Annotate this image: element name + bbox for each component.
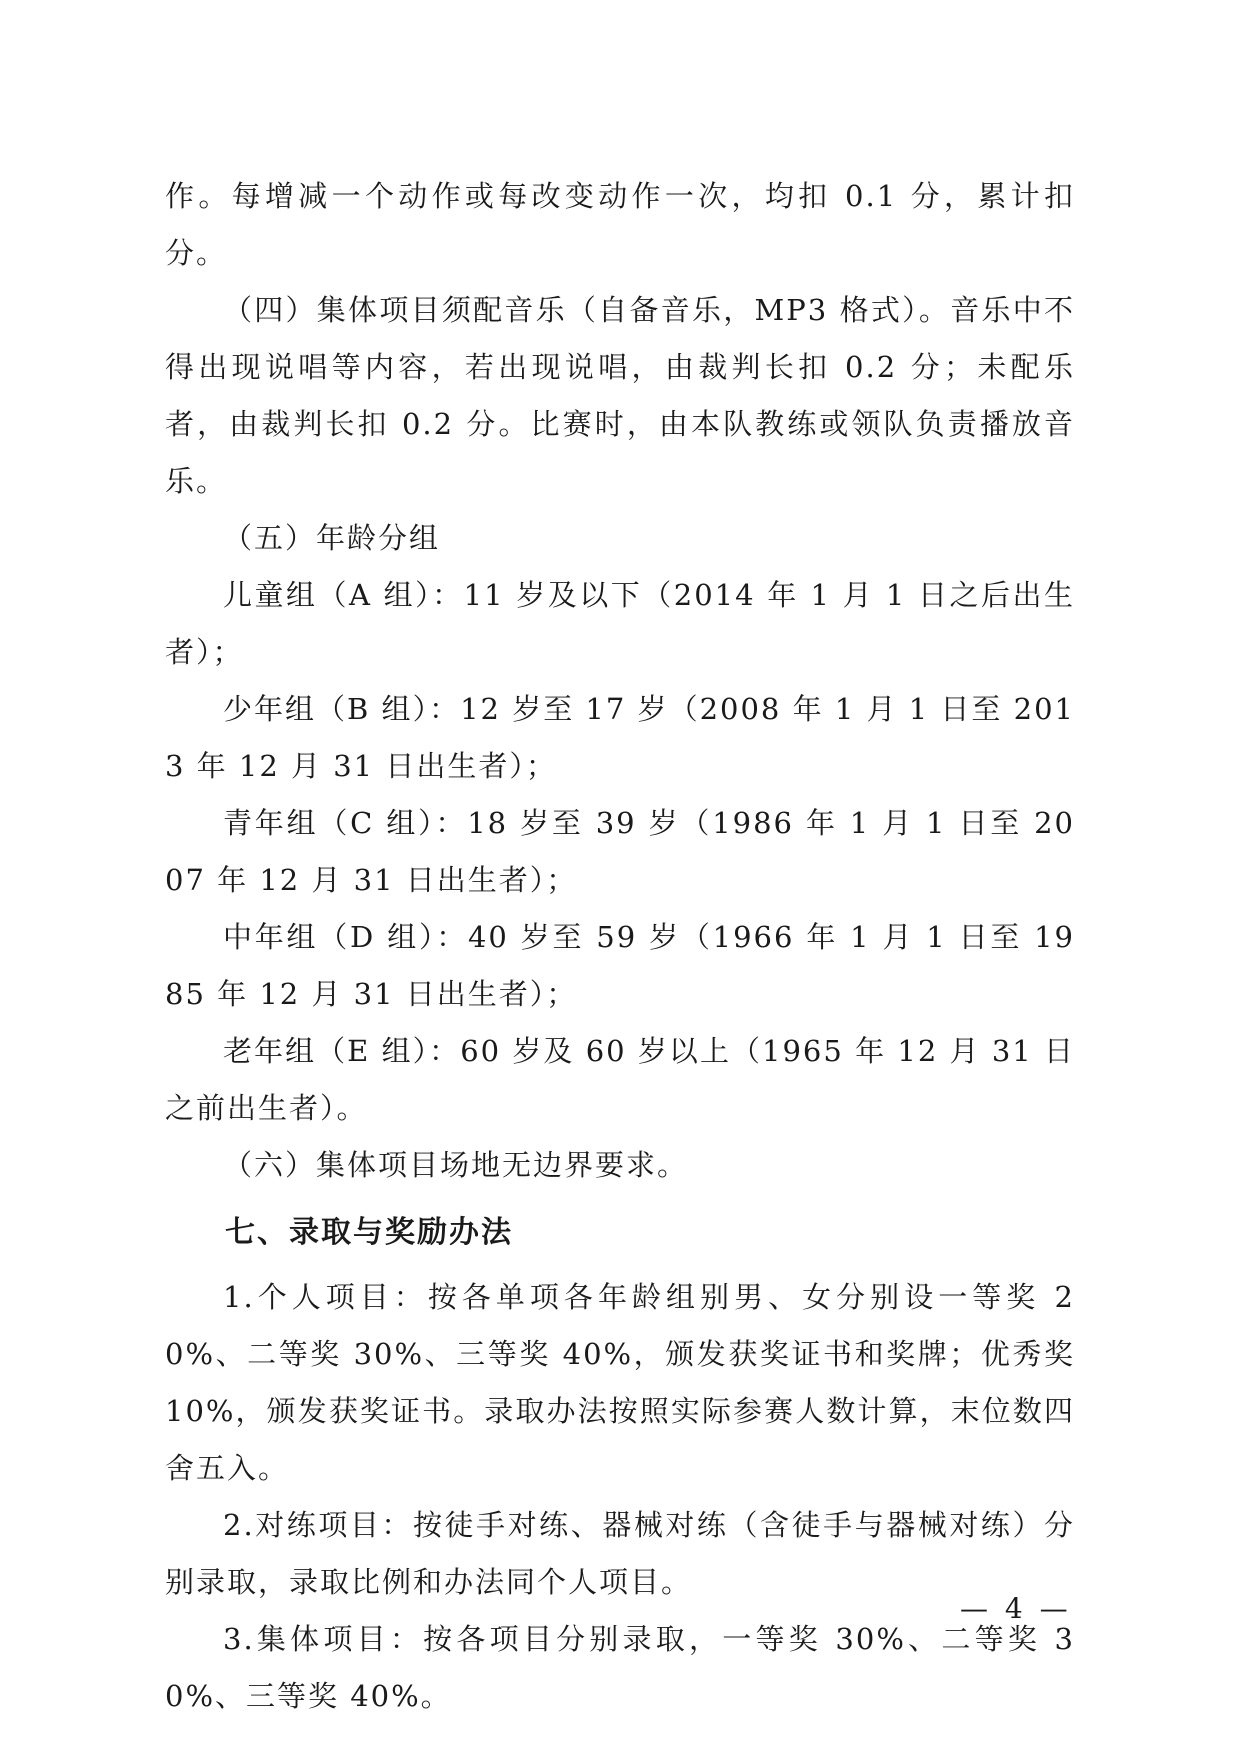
paragraph-duel-awards: 2.对练项目：按徒手对练、器械对练（含徒手与器械对练）分别录取，录取比例和办法同个人项目。 (165, 1508, 1075, 1599)
paragraph-individual-awards: 1.个人项目：按各单项各年龄组别男、女分别设一等奖 20%、二等奖 30%、三等奖 40%，颁发获奖证书和奖牌；优秀奖 10%，颁发获奖证书。录取办法按照实际参赛人数计算，末位数四舍五入。 (165, 1280, 1075, 1485)
body-text (165, 168, 1075, 1725)
paragraph-music-rule: （四）集体项目须配音乐（自备音乐，MP3 格式）。音乐中不得出现说唱等内容，若出现说唱，由裁判长扣 0.2 分；未配乐者，由裁判长扣 0.2 分。比赛时，由本队教练或领队负责播放音乐。 (165, 293, 1075, 498)
paragraph-age-groups-title: （五）年龄分组 (223, 521, 441, 555)
page-number: — 4 — (960, 1592, 1072, 1625)
paragraph-group-c: 青年组（C 组）：18 岁至 39 岁（1986 年 1 月 1 日至 2007 年 12 月 31 日出生者）； (165, 806, 1075, 897)
paragraph-group-awards: 3.集体项目：按各项目分别录取，一等奖 30%、二等奖 30%、三等奖 40%。 (165, 1622, 1075, 1713)
paragraph-group-e: 老年组（E 组）：60 岁及 60 岁以上（1965 年 12 月 31 日之前出生者）。 (165, 1034, 1075, 1125)
paragraph-group-a: 儿童组（A 组）：11 岁及以下（2014 年 1 月 1 日之后出生者）； (165, 578, 1075, 669)
paragraph-venue-rule: （六）集体项目场地无边界要求。 (223, 1148, 689, 1182)
paragraph-group-b: 少年组（B 组）：12 岁至 17 岁（2008 年 1 月 1 日至 2013 年 12 月 31 日出生者）； (165, 692, 1075, 783)
paragraph-action-deduction: 作。每增减一个动作或每改变动作一次，均扣 0.1 分，累计扣分。 (165, 179, 1075, 270)
paragraph-group-d: 中年组（D 组）：40 岁至 59 岁（1966 年 1 月 1 日至 1985 年 12 月 31 日出生者）； (165, 920, 1075, 1011)
section-heading: 七、录取与奖励办法 (225, 1215, 513, 1250)
